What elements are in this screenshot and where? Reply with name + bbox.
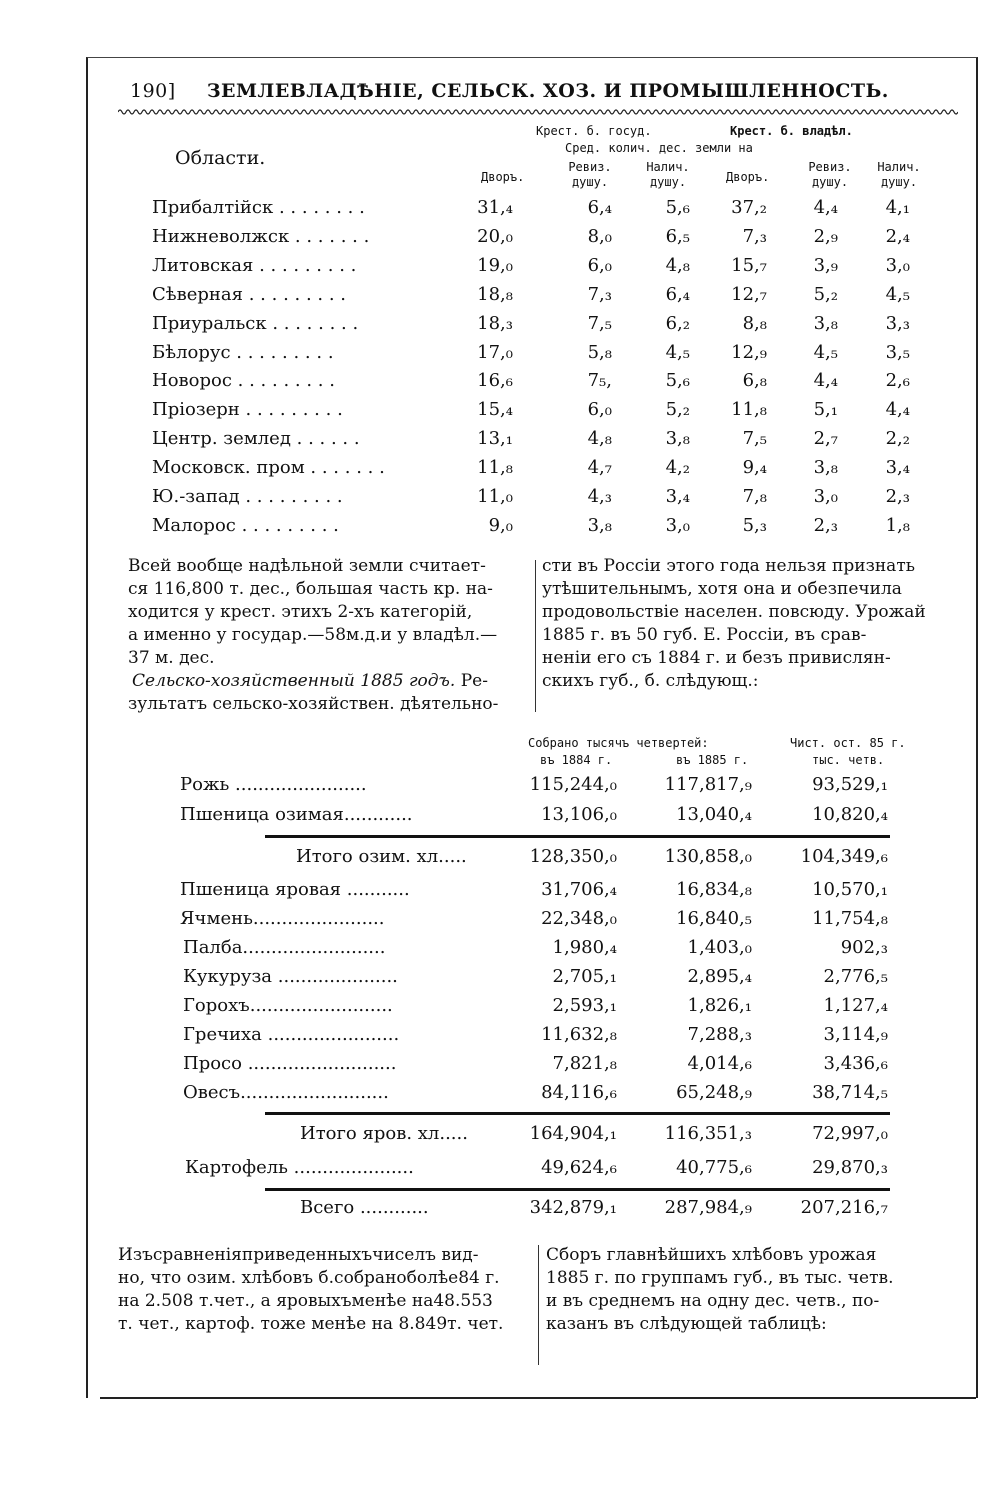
crop-value: 11,632,₈ [541, 1024, 617, 1045]
region-value: 18,₃ [477, 312, 513, 334]
region-value: 6,₅ [665, 225, 690, 247]
crop-value: 16,834,₈ [676, 879, 752, 900]
region-value: 3,₈ [813, 312, 838, 334]
crop-value: 49,624,₆ [541, 1157, 617, 1178]
crop-name: Кукуруза ..................... [183, 966, 398, 987]
region-name: Приуральск . . . . . . . . [152, 312, 359, 334]
crop-value: 65,248,₉ [676, 1082, 752, 1103]
h-nalich: Налич. душу. [646, 160, 690, 189]
h-dvor2: Дворъ. [726, 170, 770, 184]
region-value: 5,₆ [665, 197, 690, 218]
region-value: 9,₄ [742, 457, 767, 479]
bottom-rule [100, 1397, 976, 1399]
crop-value: 7,288,₃ [687, 1024, 752, 1045]
region-value: 1,₈ [885, 514, 910, 536]
para2-left-line: т. чет., картоф. тоже менѣе на 8.849т. чет. [118, 1314, 504, 1334]
region-value: 4,₃ [587, 486, 612, 507]
region-value: 5,₈ [587, 341, 612, 363]
crop-value: 29,870,₃ [812, 1157, 888, 1178]
para1-left-line: ходится у крест. этихъ 2-хъ категорій, [128, 602, 473, 622]
region-value: 4,₄ [813, 197, 838, 218]
crop-value: 84,116,₆ [541, 1082, 617, 1103]
crop-value: 1,826,₁ [687, 995, 752, 1016]
section-heading: Сельско-хозяйственный 1885 годъ. [132, 671, 456, 691]
para1-right-line: 1885 г. въ 50 губ. Е. Россіи, въ срав- [542, 625, 867, 645]
crop-value: 104,349,₆ [800, 846, 888, 867]
para2-right [546, 1244, 960, 1336]
region-value: 7,₃ [587, 283, 612, 305]
region-value: 6,₈ [742, 370, 767, 392]
region-value: 5,₃ [742, 514, 767, 536]
h-nalich2: Налич. душу. [877, 160, 921, 189]
crop-value: 16,840,₅ [676, 908, 752, 929]
region-value: 11,₈ [477, 457, 513, 479]
region-value: 18,₈ [477, 283, 513, 305]
region-value: 4,₁ [885, 197, 910, 218]
region-value: 6,₂ [665, 312, 690, 334]
t2-h2a: тыс. четв. [812, 753, 885, 767]
para2-left-line: на 2.508 т.чет., а яровыхъменѣе на48.553 [118, 1291, 493, 1311]
region-value: 2,₃ [885, 486, 910, 507]
crop-name: Пшеница озимая............ [180, 804, 413, 825]
rule-2 [265, 1112, 890, 1115]
region-name: Бѣлорус . . . . . . . . . [152, 341, 334, 363]
region-value: 15,₇ [731, 254, 767, 276]
t2-h1b: въ 1885 г. [676, 753, 749, 767]
para2-right-line: казанъ въ слѣдующей таблицѣ: [546, 1314, 827, 1334]
region-value: 11,₀ [477, 486, 513, 507]
rule-1 [265, 835, 890, 838]
crop-value: 7,821,₈ [552, 1053, 617, 1074]
region-value: 5,₂ [665, 399, 690, 421]
region-value: 6,₀ [587, 254, 612, 276]
region-value: 3,₈ [665, 428, 690, 450]
region-value: 2,₄ [885, 225, 910, 247]
crop-value: 1,980,₄ [552, 937, 617, 958]
grp-mid-header: Сред. колич. дес. земли на [565, 141, 753, 155]
region-value: 3,₅ [885, 341, 910, 363]
region-name: Ю.-запад . . . . . . . . . [152, 486, 343, 507]
column-divider-2 [538, 1245, 539, 1365]
para1-right-line: скихъ губ., б. слѣдующ.: [542, 671, 759, 691]
crop-name: Горохъ......................... [183, 995, 393, 1016]
crop-value: 3,436,₆ [823, 1053, 888, 1074]
region-value: 4,₄ [813, 370, 838, 392]
region-value: 12,₉ [731, 341, 767, 363]
crop-value: 130,858,₀ [664, 846, 752, 867]
para2-left-line: Изъсравненіяприведенныхъчиселъ вид- [118, 1245, 479, 1265]
crop-name: Пшеница яровая ........... [180, 879, 410, 900]
para1-left-line: 37 м. дес. [128, 648, 215, 668]
region-value: 4,₅ [813, 341, 838, 363]
crop-value: 164,904,₁ [529, 1123, 617, 1144]
crop-value: 1,127,₄ [823, 995, 888, 1016]
region-value: 3,₈ [587, 514, 612, 536]
region-value: 12,₇ [731, 283, 767, 305]
region-value: 3,₀ [813, 486, 838, 507]
region-name: Новорос . . . . . . . . . [152, 370, 335, 392]
crop-value: 72,997,₀ [812, 1123, 888, 1144]
para1-right-line: продовольствіе населен. повсюду. Урожай [542, 602, 926, 622]
para2-left [118, 1244, 530, 1336]
region-value: 2,₇ [813, 428, 838, 450]
region-value: 3,₉ [813, 254, 838, 276]
crop-value: 2,776,₅ [823, 966, 888, 987]
region-value: 15,₄ [477, 399, 513, 421]
crop-name: Ячмень....................... [180, 908, 385, 929]
crop-value: 2,705,₁ [552, 966, 617, 987]
t2-h1a: въ 1884 г. [540, 753, 613, 767]
t2-h1: Собрано тысячъ четвертей: [528, 736, 709, 750]
region-value: 5,₂ [813, 283, 838, 305]
region-value: 5,₆ [665, 370, 690, 392]
region-value: 8,₀ [587, 225, 612, 247]
crop-value: 10,820,₄ [812, 804, 888, 825]
region-value: 13,₁ [477, 428, 513, 450]
crop-name: Итого яров. хл..... [300, 1123, 468, 1144]
region-value: 6,₄ [665, 283, 690, 305]
crop-name: Овесъ.......................... [183, 1082, 389, 1103]
para2-right-line: и въ среднемъ на одну дес. четв., по- [546, 1291, 880, 1311]
para1-left-line: зультатъ сельско-хозяйствен. дѣятельно- [128, 694, 499, 714]
region-value: 3,₄ [885, 457, 910, 479]
h-dvor: Дворъ. [481, 170, 525, 184]
para2-right-line: 1885 г. по группамъ губ., въ тыс. четв. [546, 1268, 894, 1288]
region-value: 3,₄ [665, 486, 690, 507]
column-divider-1 [535, 560, 536, 712]
crop-value: 128,350,₀ [529, 846, 617, 867]
page-title: ЗЕМЛЕВЛАДѢНІЕ, СЕЛЬСК. ХОЗ. И ПРОМЫШЛЕННОСТЬ. [206, 80, 889, 102]
crop-value: 115,244,₀ [529, 774, 617, 795]
region-value: 3,₈ [813, 457, 838, 479]
wavy-divider [118, 107, 958, 117]
region-value: 9,₀ [488, 514, 513, 536]
crop-name: Картофель ..................... [185, 1157, 414, 1178]
region-value: 8,₈ [742, 312, 767, 334]
crop-value: 13,106,₀ [541, 804, 617, 825]
crop-name: Рожь ....................... [180, 774, 367, 795]
para2-left-line: но, что озим. хлѣбовъ б.собраноболѣе84 г. [118, 1268, 500, 1288]
region-name: Пріозерн . . . . . . . . . [152, 399, 343, 421]
region-value: 37,₂ [731, 197, 767, 218]
region-value: 3,₀ [885, 254, 910, 276]
crop-name: Палба......................... [183, 937, 386, 958]
crop-value: 10,570,₁ [812, 879, 888, 900]
region-name: Литовская . . . . . . . . . [152, 254, 357, 276]
region-value: 4,₈ [587, 428, 612, 450]
region-value: 16,₆ [477, 370, 513, 392]
crop-value: 2,593,₁ [552, 995, 617, 1016]
t2-h2: Чист. ост. 85 г. [790, 736, 906, 750]
region-value: 7,₅ [742, 428, 767, 450]
region-value: 5,₁ [813, 399, 838, 421]
region-value: 6,₄ [587, 197, 612, 218]
h-reviz: Ревиз. душу. [568, 160, 612, 189]
region-value: 7₅, [587, 370, 612, 392]
region-value: 2,₆ [885, 370, 910, 392]
crop-value: 342,879,₁ [529, 1197, 617, 1218]
crop-value: 93,529,₁ [812, 774, 888, 795]
col-region-header: Области. [175, 147, 266, 169]
region-name: Нижневолжск . . . . . . . [152, 225, 370, 247]
region-value: 7,₈ [742, 486, 767, 507]
para1-left-line: Ре- [455, 671, 488, 691]
region-value: 4,₇ [587, 457, 612, 479]
region-value: 3,₃ [885, 312, 910, 334]
region-value: 2,₃ [813, 514, 838, 536]
region-value: 19,₀ [477, 254, 513, 276]
region-name: Малорос . . . . . . . . . [152, 514, 339, 536]
crop-value: 38,714,₅ [812, 1082, 888, 1103]
crop-value: 287,984,₉ [664, 1197, 752, 1218]
para2-right-line: Сборъ главнѣйшихъ хлѣбовъ урожая [546, 1245, 877, 1265]
crop-value: 1,403,₀ [687, 937, 752, 958]
page-header [130, 80, 889, 102]
h-reviz2: Ревиз. душу. [808, 160, 852, 189]
region-value: 4,₄ [885, 399, 910, 421]
crop-value: 11,754,₈ [812, 908, 888, 929]
para1-right-line: неніи его съ 1884 г. и безъ привислян- [542, 648, 891, 668]
crop-name: Всего ............ [300, 1197, 429, 1218]
region-value: 7,₅ [587, 312, 612, 334]
rule-3 [265, 1188, 890, 1191]
crop-name: Просо .......................... [183, 1053, 397, 1074]
region-value: 2,₂ [885, 428, 910, 450]
para1-left [128, 555, 528, 716]
crop-value: 22,348,₀ [541, 908, 617, 929]
region-value: 2,₉ [813, 225, 838, 247]
crop-name: Итого озим. хл..... [296, 846, 467, 867]
crop-value: 4,014,₆ [687, 1053, 752, 1074]
crop-value: 13,040,₄ [676, 804, 752, 825]
grp1-header: Крест. б. госуд. [536, 124, 652, 138]
region-name: Прибалтійск . . . . . . . . [152, 197, 365, 218]
region-value: 11,₈ [731, 399, 767, 421]
crop-value: 3,114,₉ [823, 1024, 888, 1045]
crop-value: 31,706,₄ [541, 879, 617, 900]
page-number: 190] [130, 80, 176, 102]
grp2-header: Крест. б. владѣл. [730, 124, 853, 138]
crop-value: 207,216,₇ [800, 1197, 888, 1218]
crop-value: 2,895,₄ [687, 966, 752, 987]
para1-left-line: Всей вообще надѣльной земли считает- [128, 556, 486, 576]
crop-value: 116,351,₃ [664, 1123, 752, 1144]
region-name: Сѣверная . . . . . . . . . [152, 283, 347, 305]
region-value: 4,₅ [885, 283, 910, 305]
region-name: Московск. пром . . . . . . . [152, 457, 385, 479]
region-value: 20,₀ [477, 225, 513, 247]
region-name: Центр. землед . . . . . . [152, 428, 360, 450]
region-value: 4,₅ [665, 341, 690, 363]
region-value: 6,₀ [587, 399, 612, 421]
crop-value: 902,₃ [840, 937, 888, 958]
crop-value: 40,775,₆ [676, 1157, 752, 1178]
crop-value: 117,817,₉ [664, 774, 752, 795]
crop-name: Гречиха ....................... [183, 1024, 400, 1045]
para1-left-line: а именно у государ.—58м.д.и у владѣл.— [128, 625, 498, 645]
para1-right-line: сти въ Россіи этого года нельзя признать [542, 556, 915, 576]
region-value: 4,₈ [665, 254, 690, 276]
region-value: 7,₃ [742, 225, 767, 247]
para1-right [542, 555, 960, 693]
region-value: 17,₀ [477, 341, 513, 363]
para1-right-line: утѣшительнымъ, хотя она и обезпечила [542, 579, 902, 599]
region-value: 4,₂ [665, 457, 690, 479]
region-value: 31,₄ [477, 197, 513, 218]
region-value: 3,₀ [665, 514, 690, 536]
para1-left-line: ся 116,800 т. дес., большая часть кр. на- [128, 579, 493, 599]
